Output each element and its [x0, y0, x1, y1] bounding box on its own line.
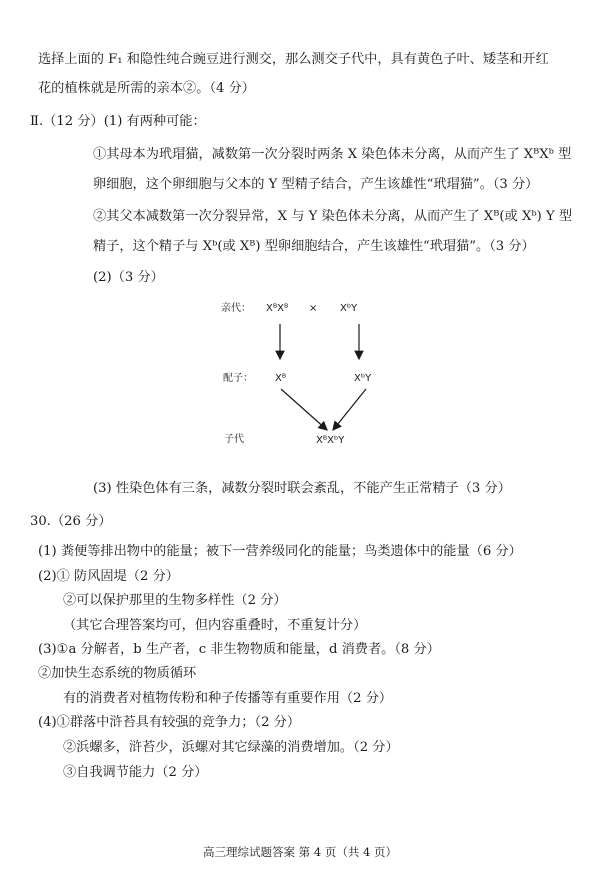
q30-part4a: (4)①群落中浒苔具有较强的竞争力；（2 分）: [38, 715, 301, 730]
q30-part4b: ②浜螺多，浒苔少，浜螺对其它绿藻的消费增加。（2 分）: [63, 740, 399, 755]
q30-part3a: (3)①a 分解者，b 生产者，c 非生物物质和能量，d 消费者。（8 分）: [38, 642, 440, 657]
label-parents: 亲代：: [221, 303, 251, 314]
offspring-genotype: XᴮXᵇY: [316, 435, 345, 446]
q30-part3b: ②加快生态系统的物质循环: [38, 666, 197, 681]
q30-part4c: ③自我调节能力（2 分）: [63, 765, 208, 780]
cross-symbol: ×: [309, 303, 318, 314]
q30-part2a: (2)① 防风固堤（2 分）: [38, 569, 179, 584]
parent-mother: XᴮXᴮ: [266, 303, 289, 314]
label-offspring: 子代: [224, 434, 244, 445]
q2-p2-line1: ②其父本减数第一次分裂异常，X 与 Y 染色体未分离，从而产生了 Xᴮ(或 Xᵇ) Y 型: [93, 209, 573, 224]
q2-part3: (3) 性染色体有三条，减数分裂时联会紊乱，不能产生正常精子（3 分）: [93, 481, 511, 496]
parent-father: XᵇY: [340, 303, 358, 314]
q2-p1-line2: 卵细胞，这个卵细胞与父本的 Y 型精子结合，产生该雄性“玳瑁猫”。（3 分）: [93, 177, 539, 192]
arrow-sperm-to-offspring: [333, 389, 366, 430]
q30-part2c: （其它合理答案均可，但内容重叠时，不重复计分）: [63, 618, 367, 633]
q30-part3c: 有的消费者对植物传粉和种子传播等有重要作用（2 分）: [63, 691, 393, 706]
q30-part1: (1) 粪便等排出物中的能量；被下一营养级同化的能量；鸟类遗体中的能量（6 分）: [38, 544, 522, 559]
gamete-egg: Xᴮ: [275, 373, 287, 384]
intro-line-1: 选择上面的 F₁ 和隐性纯合豌豆进行测交，那么测交子代中，具有黄色子叶、矮茎和开红: [38, 52, 549, 67]
q2-p2-line2: 精子，这个精子与 Xᵇ(或 Xᴮ) 型卵细胞结合，产生该雄性“玳瑁猫”。（3 分）: [93, 239, 535, 254]
q2-part2: (2)（3 分）: [93, 270, 164, 285]
label-gametes: 配子：: [223, 373, 253, 384]
q30-part2b: ②可以保护那里的生物多样性（2 分）: [63, 593, 287, 608]
q2-p1-line1: ①其母本为玳瑁猫，减数第一次分裂时两条 X 染色体未分离，从而产生了 XᴮXᵇ 型: [93, 147, 572, 162]
intro-line-2: 花的植株就是所需的亲本②。（4 分）: [38, 81, 255, 96]
page-footer: 高三理综试题答案 第 4 页（共 4 页）: [203, 845, 397, 859]
arrow-egg-to-offspring: [281, 389, 327, 430]
q30-header: 30.（26 分）: [30, 514, 112, 529]
gamete-sperm: XᵇY: [354, 373, 372, 384]
q2-header: Ⅱ.（12 分）(1) 有两种可能：: [30, 114, 206, 129]
